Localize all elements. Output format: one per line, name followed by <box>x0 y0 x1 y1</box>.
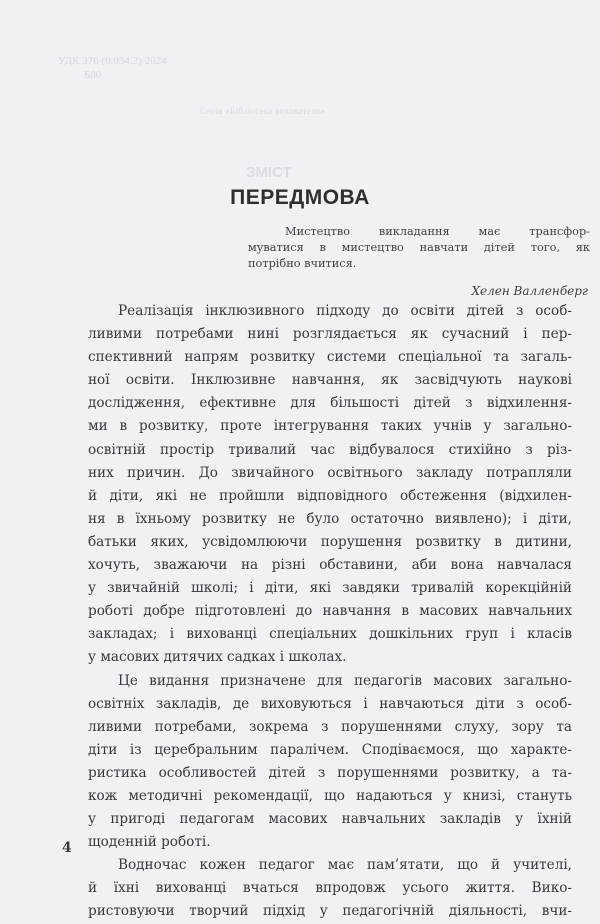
body-line: роботі добре підготовлені до навчання в масових навчальних <box>88 603 572 620</box>
body-line: ристовуючи творчий підхід у педагогічній діяльності, вчи- <box>88 903 572 920</box>
body-line: щоденній роботі. <box>88 834 211 851</box>
bleed-through-series: Серія «Бібліотека вихователя» <box>200 106 326 116</box>
body-line: ної освіти. Інклюзивне навчання, як засвідчують наукові <box>88 372 572 389</box>
body-line: ливими потребами, зокрема з порушеннями слуху, зору та <box>88 718 572 735</box>
epigraph-line: потрібно вчитися. <box>248 257 357 270</box>
body-line: хочуть, зважаючи на різні обставини, аби вона навчалася <box>88 557 572 574</box>
body-line: ня в їхньому розвитку не було остаточно виявлено); і діти, <box>88 510 572 527</box>
bleed-through-ref-line: УДК 376 (0.034.2) 2024 <box>58 55 167 67</box>
body-line: кож методичні рекомендації, що надаються у книзі, стануть <box>88 787 572 804</box>
epigraph-author: Хелен Валленберг <box>471 284 588 298</box>
body-line: Це видання призначене для педагогів масових загально- <box>118 672 572 689</box>
bleed-through-contents-heading: ЗМІСТ <box>246 164 292 181</box>
body-line: освітніх закладів, де виховуються і навчаються діти з особ- <box>88 695 572 712</box>
body-line: у звичайній школі; і діти, які завдяки тривалій корекційній <box>88 580 572 597</box>
body-line: Реалізація інклюзивного підходу до освіти дітей з особ- <box>118 303 572 319</box>
epigraph-line: Мистецтво викладання має трансфор- <box>285 225 590 238</box>
epigraph-line: муватися в мистецтво навчати дітей того, як <box>248 241 590 254</box>
body-line: й їхні вихованці вчаться впродовж усього життя. Вико- <box>88 880 572 897</box>
body-line: ми в розвитку, проте інтегрування таких учнів у загально- <box>88 418 572 435</box>
body-line: ристика особливостей дітей з порушеннями розвитку, а та- <box>88 764 572 781</box>
body-line: них причин. До звичайного освітнього закладу потрапляли <box>88 464 572 481</box>
body-line: закладах; і вихованці спеціальних дошкільних груп і класів <box>88 626 572 643</box>
body-line: дослідження, ефективне для більшості дітей з відхилення- <box>88 395 572 412</box>
body-text <box>88 300 572 924</box>
bleed-through-reference <box>58 54 167 82</box>
body-line: освітній простір тривалий час відбувалося стихійно з різ- <box>88 441 572 458</box>
epigraph <box>248 224 590 272</box>
page-title: ПЕРЕДМОВА <box>230 186 370 209</box>
body-line: у масових дитячих садках і школах. <box>88 649 347 666</box>
body-line: ливими потребами нині розглядається як сучасний і пер- <box>88 326 572 343</box>
body-line: й діти, які не пройшли відповідного обстеження (відхилен- <box>88 487 572 504</box>
body-line: у пригоді педагогам масових навчальних закладів у їхній <box>88 811 572 828</box>
body-line: батьки яких, усвідомлюючи порушення розвитку в дитини, <box>88 533 572 550</box>
body-line: Водночас кожен педагог має пам’ятати, що й учителі, <box>118 857 572 874</box>
body-line: діти із церебральним паралічем. Сподіваємося, що характе- <box>88 741 572 758</box>
page-number: 4 <box>62 840 72 856</box>
body-line: спективний напрям розвитку системи спеціальної та загаль- <box>88 349 572 366</box>
bleed-through-ref-line: Б80 <box>84 69 102 81</box>
